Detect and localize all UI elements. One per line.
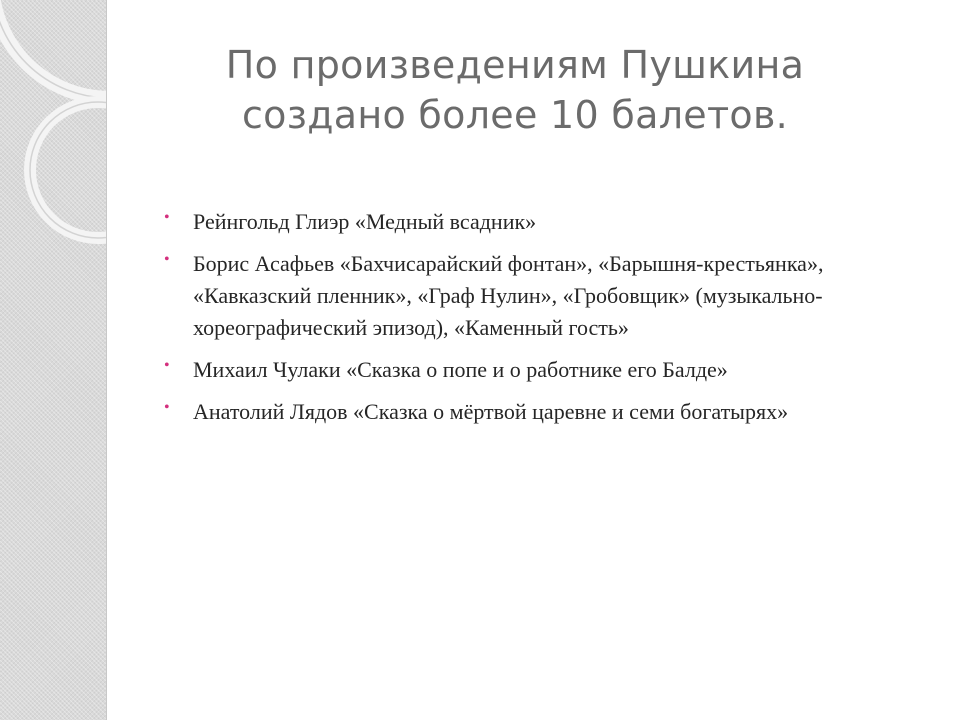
bullet-text: Анатолий Лядов «Сказка о мёртвой царевне и семи богатырях»: [193, 399, 789, 424]
bullet-item: [160, 354, 860, 386]
bullet-item: [160, 248, 860, 344]
bullet-item: [160, 206, 860, 238]
bullet-marker: •: [164, 209, 170, 226]
bullet-text: Рейнгольд Глиэр «Медный всадник»: [193, 209, 537, 234]
bullet-marker: •: [164, 251, 170, 268]
bullet-text: Михаил Чулаки «Сказка о попе и о работнике его Балде»: [193, 357, 728, 382]
bullet-marker: •: [164, 357, 170, 374]
slide-title-line-2: создано более 10 балетов.: [241, 93, 789, 137]
bullet-list: [160, 206, 860, 438]
decorative-circles: [0, 0, 106, 720]
decorative-side-strip: [0, 0, 107, 720]
slide-title: [150, 40, 880, 140]
decorative-ring-small: [30, 102, 106, 238]
bullet-marker: •: [164, 399, 170, 416]
bullet-text: Борис Асафьев «Бахчисарайский фонтан», «Барышня-крестьянка», «Кавказский пленник», «Граф Нулин», «Гробовщик» (музыкально-хореографический эпизод), «Каменный гость»: [193, 251, 824, 340]
bullet-item: [160, 396, 860, 428]
slide-title-line-1: По произведениям Пушкина: [225, 43, 805, 87]
